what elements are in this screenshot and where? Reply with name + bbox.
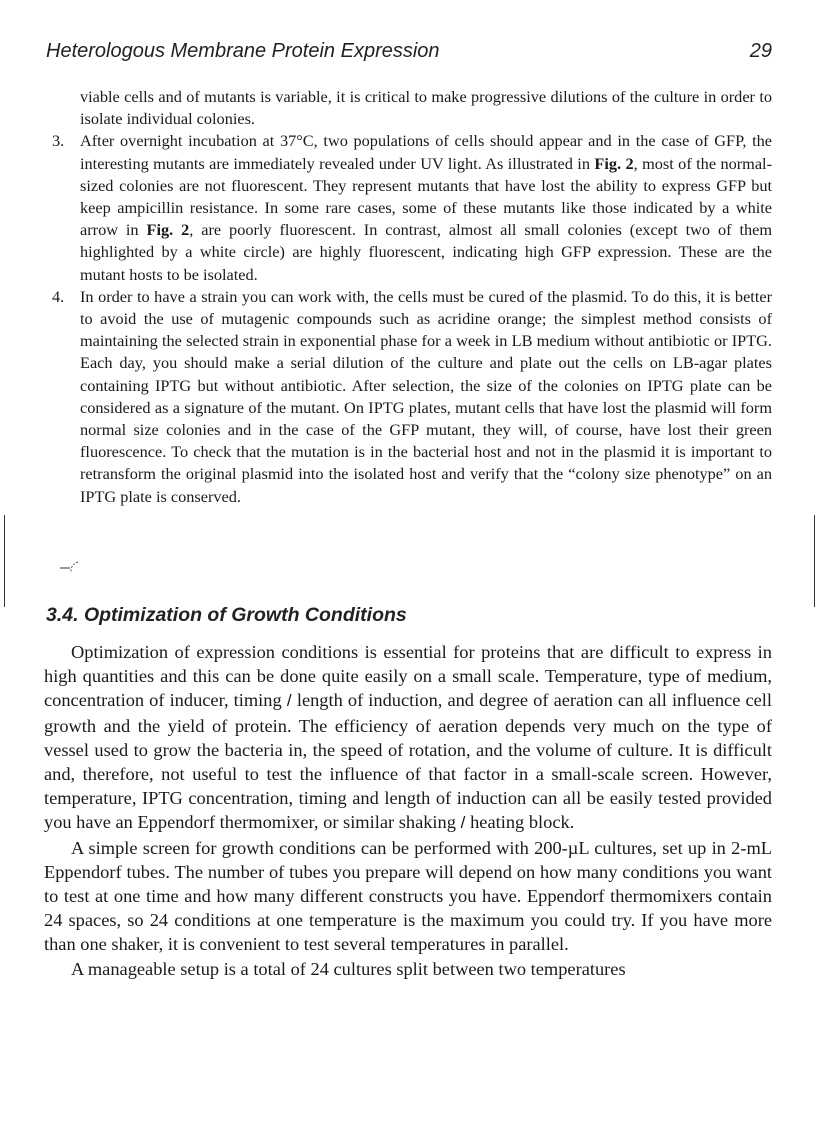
list-item-text: , most of the normal-sized colonies are not fluorescent. They represent mutants that have lost the ability to express GFP but keep ampicillin resistance. In some rare cases, some of these mutants like those indicated by a white arrow in [80, 153, 772, 240]
list-item-number: 4. [52, 286, 65, 306]
running-head-title: Heterologous Membrane Protein Expression [46, 40, 440, 62]
page-number: 29 [749, 40, 772, 62]
figure-reference: Fig. 2 [594, 153, 634, 173]
margin-bar-left [4, 515, 5, 607]
slash: / [455, 813, 471, 833]
margin-bar-right [814, 515, 815, 607]
numbered-list [52, 86, 772, 508]
running-head [46, 40, 772, 66]
list-continuation: viable cells and of mutants is variable, it is critical to make progressive dilutions of the culture in order to isolate individual colonies. [80, 87, 772, 129]
list-item-3 [52, 130, 772, 285]
list-item-text: In order to have a strain you can work with, the cells must be cured of the plasmid. To do this, it is better to avoid the use of mutagenic compounds such as acridine orange; the simplest method consists of maintaining the selected strain in exponential phase for a week in LB medium without antibiotic or IPTG. Each day, you should make a serial dilution of the culture and plate out the cells on LB-agar plates containing IPTG but without antibiotic. After selection, the size of the colonies on IPTG plate can be considered as a signature of the mutant. On IPTG plates, mutant cells that have lost the plasmid will form normal size colonies and in the case of the GFP mutant, they will, of course, have lost their green fluorescence. To check that the mutation is in the bacterial host and not in the plasmid it is important to retransform the original plasmid into the isolated host and verify that the “colony size phenotype” on an IPTG plate is conserved. [80, 286, 772, 506]
list-item-text: , are poorly fluorescent. In contrast, almost all small colonies (except two of them highlighted by a white circle) are highly fluorescent, indicating high GFP expression. These are the mutant hosts to be isolated. [80, 220, 772, 284]
paragraph-text: Optimization of expression conditions is essential for proteins that are difficult to express in high quantities and this can be done quite easily on a small scale. Temperature, type of medium, concentration of inducer, timing [44, 642, 772, 711]
margin-arrow-icon [60, 561, 82, 575]
paragraph-text: heating block. [470, 812, 575, 833]
body-paragraph: A simple screen for growth conditions can be performed with 200-µL cultures, set up in 2-mL Eppendorf tubes. The number of tubes you prepare will depend on how many conditions you want to test at one time and how many different constructs you have. Eppendorf thermomixers contain 24 spaces, so 24 conditions at one temperature is the maximum you could try. If you have more than one shaker, it is convenient to test several temperatures in parallel. [44, 837, 772, 955]
body-paragraph [44, 640, 772, 836]
list-item-number: 3. [52, 131, 65, 151]
paragraph-text: length of induction, and degree of aeration can all influence cell growth and the yield of protein. The efficiency of aeration depends very much on the type of vessel used to grow the bacteria in, the speed of rotation, and the volume of culture. It is difficult and, therefore, not useful to test the influence of that factor in a small-scale screen. However, temperature, IPTG concentration, timing and length of induction can all be easily tested provided you have an Eppendorf thermomixer, or similar shaking [44, 690, 772, 833]
body-paragraph: A manageable setup is a total of 24 cultures split between two temperatures [71, 958, 626, 979]
list-item-text: After overnight incubation at 37°C, two populations of cells should appear and in the case of GFP, the interesting mutants are immediately revealed under UV light. As illustrated in [80, 131, 772, 173]
list-item-4 [52, 286, 772, 508]
section-body [44, 640, 772, 981]
slash: / [281, 691, 297, 711]
section-heading: 3.4. Optimization of Growth Conditions [46, 604, 407, 626]
figure-reference: Fig. 2 [146, 220, 190, 240]
